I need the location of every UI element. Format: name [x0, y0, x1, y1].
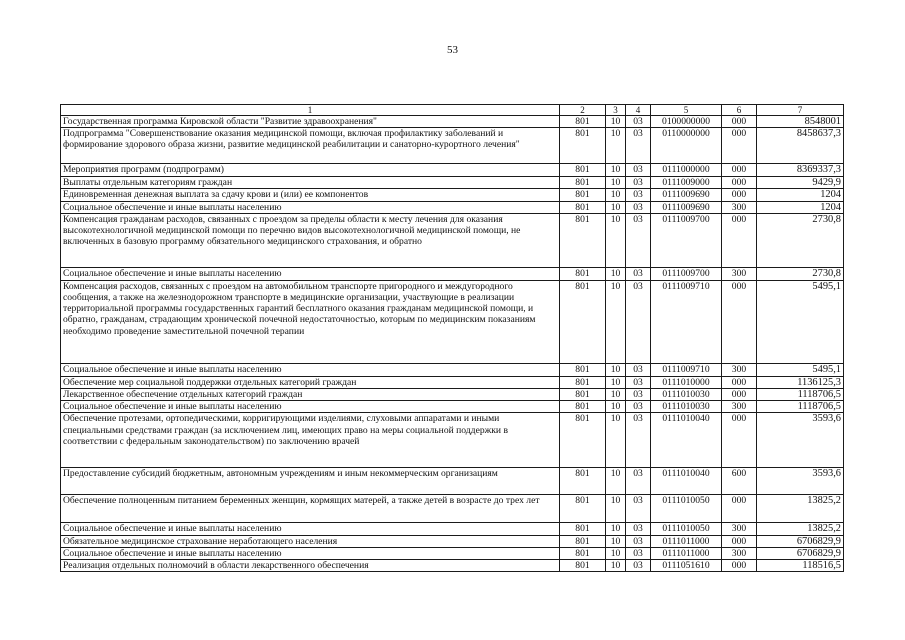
amount-cell: 8458637,3	[757, 128, 844, 164]
code-cell: 03	[626, 201, 651, 213]
table-row	[61, 116, 844, 128]
code-cell: 03	[626, 280, 651, 363]
code-cell: 10	[606, 116, 626, 128]
code-cell: 10	[606, 376, 626, 388]
row-name-cell: Обеспечение протезами, ортопедическими, корригирующими изделиями, слуховыми аппаратами и иными специальными средствами граждан (за исключением лиц, имеющих право на меры социальной поддержки в соответствии с федеральным законодательством) по заключению врачей	[61, 413, 560, 468]
table-row	[61, 189, 844, 201]
code-cell: 10	[606, 280, 626, 363]
code-cell: 801	[560, 128, 606, 164]
code-cell: 03	[626, 213, 651, 267]
row-name-cell: Единовременная денежная выплата за сдачу крови и (или) ее компонентов	[61, 189, 560, 201]
code-cell: 801	[560, 177, 606, 189]
code-cell: 10	[606, 267, 626, 280]
code-cell: 000	[722, 376, 757, 388]
code-cell: 10	[606, 560, 626, 572]
amount-cell: 2730,8	[757, 267, 844, 280]
code-cell: 801	[560, 201, 606, 213]
code-cell: 801	[560, 523, 606, 535]
row-name-cell: Лекарственное обеспечение отдельных категорий граждан	[61, 389, 560, 401]
code-cell: 801	[560, 401, 606, 413]
row-name-cell: Социальное обеспечение и иные выплаты населению	[61, 267, 560, 280]
code-cell: 10	[606, 535, 626, 547]
code-cell: 10	[606, 401, 626, 413]
code-cell: 000	[722, 280, 757, 363]
code-cell: 0111000000	[651, 164, 722, 177]
row-name-cell: Компенсация расходов, связанных с проездом на автомобильном транспорте пригородного и междугородного сообщения, а также на железнодорожном транспорте в медицинские организации, участвующие в реализации территориальной программы государственных гарантий бесплатного оказания гражданам медицинской помощи, и обратно, гражданам, страдающим хронической почечной недостаточностью, которым по медицинским показаниям необходимо проведение заместительной почечной терапии	[61, 280, 560, 363]
code-cell: 0111009700	[651, 213, 722, 267]
code-cell: 10	[606, 128, 626, 164]
budget-table	[60, 104, 844, 572]
code-cell: 10	[606, 523, 626, 535]
code-cell: 0111051610	[651, 560, 722, 572]
table-row	[61, 267, 844, 280]
code-cell: 0111010040	[651, 468, 722, 495]
code-cell: 0111010050	[651, 495, 722, 523]
table-row	[61, 389, 844, 401]
code-cell: 10	[606, 189, 626, 201]
row-name-cell: Реализация отдельных полномочий в области лекарственного обеспечения	[61, 560, 560, 572]
table-row	[61, 376, 844, 388]
amount-cell: 5495,1	[757, 363, 844, 376]
code-cell: 03	[626, 116, 651, 128]
code-cell: 03	[626, 547, 651, 559]
code-cell: 03	[626, 413, 651, 468]
code-cell: 10	[606, 164, 626, 177]
row-name-cell: Выплаты отдельным категориям граждан	[61, 177, 560, 189]
code-cell: 10	[606, 177, 626, 189]
code-cell: 801	[560, 189, 606, 201]
code-cell: 801	[560, 280, 606, 363]
table-row	[61, 523, 844, 535]
code-cell: 000	[722, 189, 757, 201]
code-cell: 0111009690	[651, 201, 722, 213]
code-cell: 03	[626, 189, 651, 201]
amount-cell: 3593,6	[757, 413, 844, 468]
table-row	[61, 560, 844, 572]
row-name-cell: Социальное обеспечение и иные выплаты населению	[61, 523, 560, 535]
code-cell: 0111009710	[651, 280, 722, 363]
code-cell: 801	[560, 413, 606, 468]
code-cell: 10	[606, 547, 626, 559]
code-cell: 0111010000	[651, 376, 722, 388]
code-cell: 801	[560, 267, 606, 280]
code-cell: 801	[560, 376, 606, 388]
amount-cell: 1204	[757, 189, 844, 201]
code-cell: 000	[722, 164, 757, 177]
code-cell: 10	[606, 201, 626, 213]
amount-cell: 13825,2	[757, 523, 844, 535]
code-cell: 801	[560, 389, 606, 401]
code-cell: 000	[722, 389, 757, 401]
table-row	[61, 413, 844, 468]
amount-cell: 9429,9	[757, 177, 844, 189]
amount-cell: 1118706,5	[757, 401, 844, 413]
header-cell: 4	[626, 105, 651, 116]
header-cell: 7	[757, 105, 844, 116]
row-name-cell: Предоставление субсидий бюджетным, автономным учреждениям и иным некоммерческим организациям	[61, 468, 560, 495]
amount-cell: 1204	[757, 201, 844, 213]
code-cell: 03	[626, 128, 651, 164]
code-cell: 0111009710	[651, 363, 722, 376]
code-cell: 03	[626, 389, 651, 401]
code-cell: 03	[626, 560, 651, 572]
code-cell: 03	[626, 523, 651, 535]
code-cell: 03	[626, 376, 651, 388]
table-row	[61, 280, 844, 363]
header-cell: 5	[651, 105, 722, 116]
row-name-cell: Социальное обеспечение и иные выплаты населению	[61, 363, 560, 376]
row-name-cell: Подпрограмма "Совершенствование оказания медицинской помощи, включая профилактику заболеваний и формирование здорового образа жизни, развитие медицинской реабилитации и санаторно-курортного лечения"	[61, 128, 560, 164]
amount-cell: 8548001	[757, 116, 844, 128]
code-cell: 03	[626, 363, 651, 376]
header-cell: 6	[722, 105, 757, 116]
code-cell: 0111010040	[651, 413, 722, 468]
table-header-row	[61, 105, 844, 116]
code-cell: 801	[560, 116, 606, 128]
code-cell: 000	[722, 495, 757, 523]
amount-cell: 1136125,3	[757, 376, 844, 388]
code-cell: 000	[722, 413, 757, 468]
code-cell: 10	[606, 389, 626, 401]
code-cell: 0111009690	[651, 189, 722, 201]
table-row	[61, 213, 844, 267]
code-cell: 0111011000	[651, 547, 722, 559]
table-row	[61, 547, 844, 559]
header-cell: 2	[560, 105, 606, 116]
row-name-cell: Социальное обеспечение и иные выплаты населению	[61, 401, 560, 413]
amount-cell: 6706829,9	[757, 547, 844, 559]
code-cell: 10	[606, 468, 626, 495]
table-row	[61, 363, 844, 376]
code-cell: 000	[722, 560, 757, 572]
row-name-cell: Обязательное медицинское страхование неработающего населения	[61, 535, 560, 547]
code-cell: 300	[722, 201, 757, 213]
code-cell: 000	[722, 535, 757, 547]
code-cell: 03	[626, 164, 651, 177]
header-cell: 1	[61, 105, 560, 116]
page-number: 53	[447, 44, 458, 56]
code-cell: 03	[626, 401, 651, 413]
row-name-cell: Социальное обеспечение и иные выплаты населению	[61, 201, 560, 213]
code-cell: 801	[560, 495, 606, 523]
code-cell: 03	[626, 177, 651, 189]
table-row	[61, 468, 844, 495]
table-row	[61, 164, 844, 177]
table-row	[61, 401, 844, 413]
table-row	[61, 201, 844, 213]
code-cell: 10	[606, 363, 626, 376]
table-row	[61, 535, 844, 547]
row-name-cell: Государственная программа Кировской области "Развитие здравоохранения"	[61, 116, 560, 128]
amount-cell: 2730,8	[757, 213, 844, 267]
header-cell: 3	[606, 105, 626, 116]
code-cell: 801	[560, 213, 606, 267]
code-cell: 0100000000	[651, 116, 722, 128]
code-cell: 0110000000	[651, 128, 722, 164]
row-name-cell: Мероприятия программ (подпрограмм)	[61, 164, 560, 177]
code-cell: 10	[606, 413, 626, 468]
row-name-cell: Компенсация гражданам расходов, связанных с проездом за пределы области к месту лечения для оказания высокотехнологичной медицинской помощи по перечню видов высокотехнологичной медицинской помощи, не включенных в базовую программу обязательного медицинского страхования, и обратно	[61, 213, 560, 267]
amount-cell: 118516,5	[757, 560, 844, 572]
code-cell: 03	[626, 495, 651, 523]
code-cell: 801	[560, 164, 606, 177]
amount-cell: 8369337,3	[757, 164, 844, 177]
row-name-cell: Обеспечение мер социальной поддержки отдельных категорий граждан	[61, 376, 560, 388]
code-cell: 000	[722, 128, 757, 164]
code-cell: 801	[560, 560, 606, 572]
code-cell: 801	[560, 363, 606, 376]
code-cell: 000	[722, 177, 757, 189]
table-row	[61, 495, 844, 523]
amount-cell: 3593,6	[757, 468, 844, 495]
code-cell: 0111010030	[651, 401, 722, 413]
code-cell: 300	[722, 267, 757, 280]
amount-cell: 5495,1	[757, 280, 844, 363]
code-cell: 600	[722, 468, 757, 495]
code-cell: 0111011000	[651, 535, 722, 547]
row-name-cell: Социальное обеспечение и иные выплаты населению	[61, 547, 560, 559]
code-cell: 300	[722, 363, 757, 376]
table-row	[61, 128, 844, 164]
code-cell: 300	[722, 547, 757, 559]
code-cell: 300	[722, 401, 757, 413]
code-cell: 0111010050	[651, 523, 722, 535]
amount-cell: 6706829,9	[757, 535, 844, 547]
code-cell: 801	[560, 547, 606, 559]
amount-cell: 1118706,5	[757, 389, 844, 401]
code-cell: 0111009000	[651, 177, 722, 189]
code-cell: 03	[626, 267, 651, 280]
code-cell: 0111010030	[651, 389, 722, 401]
code-cell: 10	[606, 213, 626, 267]
code-cell: 801	[560, 535, 606, 547]
code-cell: 000	[722, 116, 757, 128]
code-cell: 801	[560, 468, 606, 495]
row-name-cell: Обеспечение полноценным питанием беременных женщин, кормящих матерей, а также детей в возрасте до трех лет	[61, 495, 560, 523]
code-cell: 000	[722, 213, 757, 267]
table-row	[61, 177, 844, 189]
code-cell: 300	[722, 523, 757, 535]
code-cell: 10	[606, 495, 626, 523]
code-cell: 03	[626, 535, 651, 547]
code-cell: 0111009700	[651, 267, 722, 280]
code-cell: 03	[626, 468, 651, 495]
amount-cell: 13825,2	[757, 495, 844, 523]
